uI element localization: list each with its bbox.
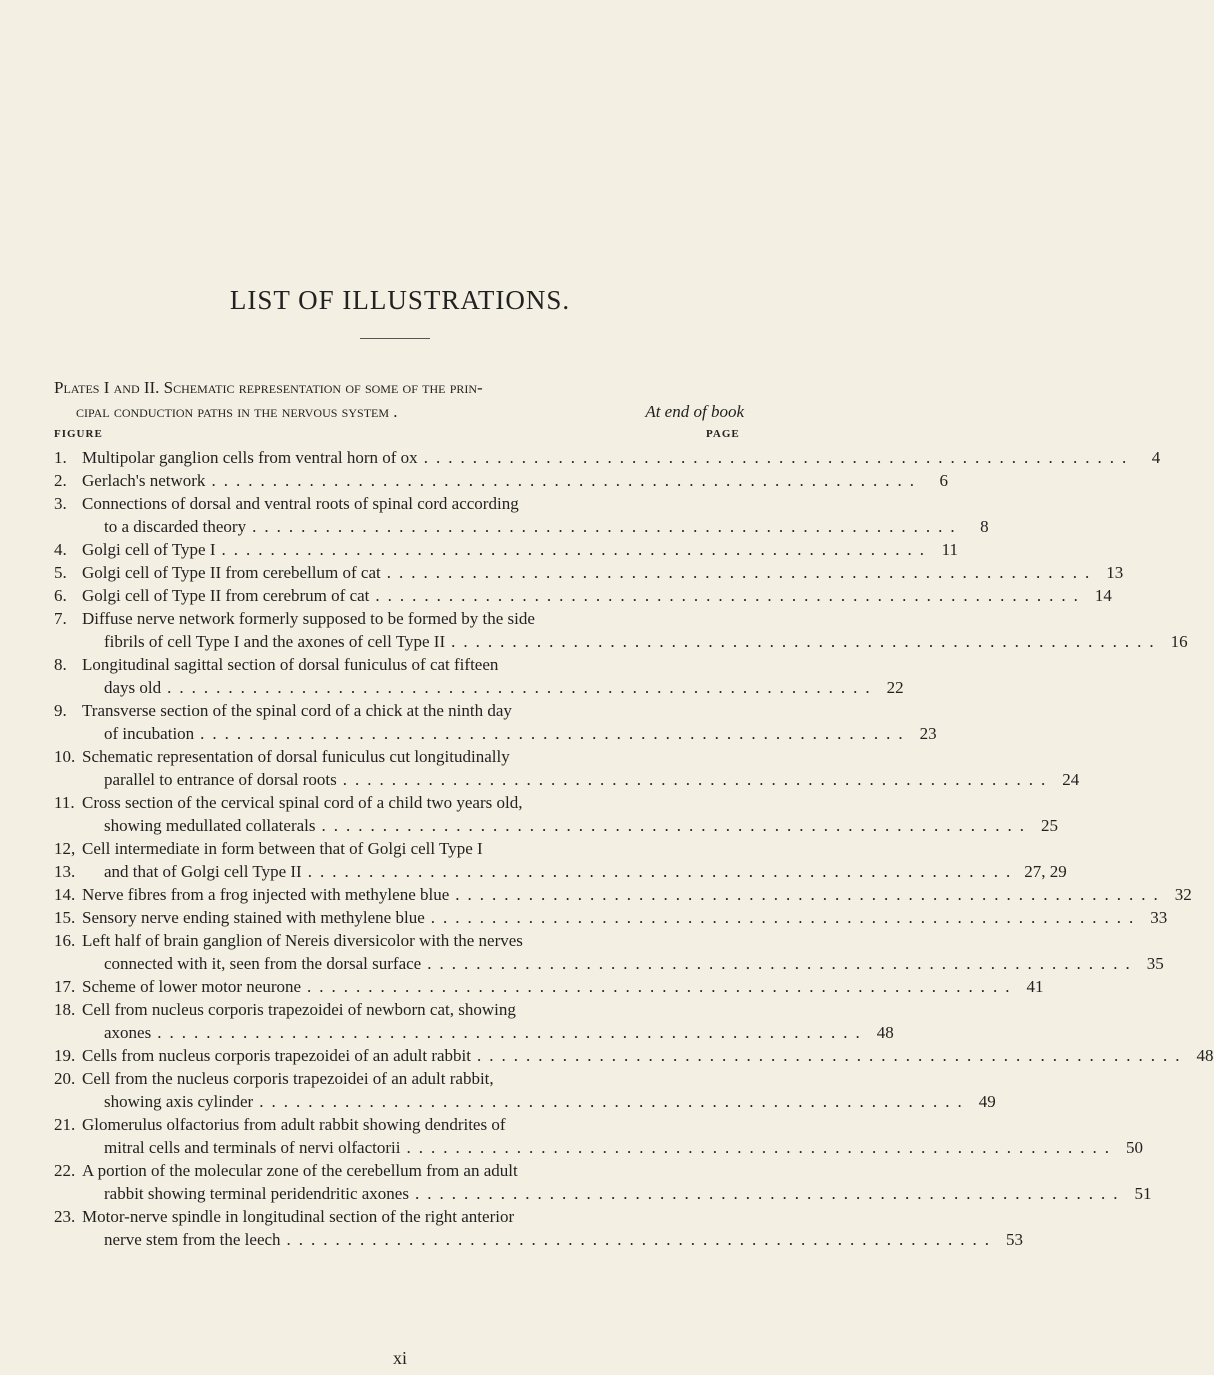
leader-dots: .......................................................... [451,632,1162,651]
plates-line-1: Plates I and II. Schematic representation of some of the prin- [54,378,483,397]
page-title: LIST OF ILLUSTRATIONS. [229,285,571,315]
leader-dots: .......................................................... [423,448,1135,467]
caption-line: Gerlach's network [82,471,206,490]
page-ref: 48 [876,1023,894,1042]
caption-line: Nerve fibres from a frog injected with methylene blue [82,885,450,904]
figure-number: 17. [54,977,76,996]
figure-number: 21. [54,1115,76,1134]
caption-line: Schematic representation of dorsal funiculus cut longitudinally [82,747,510,766]
figure-caption [82,607,1188,653]
list-item [54,1159,1152,1205]
page-ref: 16 [1170,632,1188,651]
page-ref: 33 [1150,908,1168,927]
list-item [54,492,989,538]
caption-line: parallel to entrance of dorsal roots [104,770,337,789]
list-item [54,998,894,1044]
leader-dots: .......................................................... [414,1184,1126,1203]
list-item [54,883,1192,906]
figure-caption [82,745,1079,791]
caption-line: Cell from the nucleus corporis trapezoidei of an adult rabbit, [82,1069,494,1088]
caption-line: Cross section of the cervical spinal cord of a child two years old, [82,793,523,812]
figure-number: 23. [54,1207,76,1226]
figure-caption [82,929,1164,975]
leader-dots: .......................................................... [455,885,1166,904]
list-item [54,1205,1024,1251]
list-item [54,1044,1214,1067]
plates-entry [54,376,744,424]
list-item [54,1113,1143,1159]
leader-dots: .......................................................... [430,908,1142,927]
list-item [54,538,959,561]
caption-line: Sensory nerve ending stained with methylene blue [82,908,425,927]
list-item [54,469,948,492]
page-ref: 14 [1094,586,1112,605]
list-item [54,906,1168,929]
figure-caption [82,538,958,561]
leader-dots: .......................................................... [307,977,1018,996]
caption-line: Longitudinal sagittal section of dorsal funiculus of cat fifteen [82,655,499,674]
caption-line: Left half of brain ganglion of Nereis diversicolor with the nerves [82,931,523,950]
figure-caption [82,492,989,538]
figure-number: 7. [54,609,67,628]
page-ref: 22 [886,678,904,697]
caption-line: mitral cells and terminals of nervi olfactorii [104,1138,401,1157]
list-item [54,1067,996,1113]
caption-line: nerve stem from the leech [104,1230,281,1249]
plates-line-2 [54,400,744,424]
page-ref: 13 [1106,563,1124,582]
figure-number: 18. [54,1000,76,1019]
page-ref: 6 [939,471,948,490]
list-item [54,653,904,699]
page-column-header: PAGE [706,428,740,440]
list-item [54,837,1067,883]
figure-number: 5. [54,563,67,582]
page-number: xi [392,1348,407,1368]
page-ref: 50 [1125,1138,1143,1157]
leader-dots: .......................................................... [321,816,1032,835]
list-item [54,929,1164,975]
list-item [54,975,1044,998]
caption-line: and that of Golgi cell Type II [104,862,302,881]
caption-line: Diffuse nerve network formerly supposed to be formed by the side [82,609,535,628]
caption-line: Golgi cell of Type II from cerebrum of cat [82,586,370,605]
figure-number: 19. [54,1046,76,1065]
figure-caption [82,699,937,745]
list-item [54,791,1058,837]
figure-caption [82,1067,996,1113]
list-item [54,745,1080,791]
leader-dots: .......................................................... [211,471,922,490]
figure-caption [82,446,1160,469]
figure-number: 20. [54,1069,76,1088]
caption-line: of incubation [104,724,195,743]
leader-dots: .......................................................... [286,1230,998,1249]
caption-line: Multipolar ganglion cells from ventral horn of ox [82,448,418,467]
leader-dots: .......................................................... [477,1046,1188,1065]
figure-caption [82,584,1112,607]
figure-caption [82,1159,1151,1205]
caption-line: Cell from nucleus corporis trapezoidei of newborn cat, showing [82,1000,516,1019]
leader-dots: .......................................................... [200,724,911,743]
figure-caption [82,653,904,699]
page-ref: 25 [1041,816,1058,835]
caption-line: connected with it, seen from the dorsal surface [104,954,422,973]
list-item [54,699,937,745]
leader-dots: .......................................................... [406,1138,1117,1157]
leader-dots: .......................................................... [167,678,878,697]
caption-line: Scheme of lower motor neurone [82,977,302,996]
caption-line: showing axis cylinder [104,1092,254,1111]
illustrations-list [54,446,1214,1251]
leader-dots: .......................................................... [221,540,933,559]
caption-line: fibrils of cell Type I and the axones of cell Type II [104,632,446,651]
figure-number: 15. [54,908,76,927]
page-ref: 23 [919,724,937,743]
leader-dots: .......................................................... [386,563,1098,582]
figure-number: 6. [54,586,67,605]
leader-dots: .......................................................... [252,517,963,536]
list-item [54,584,1112,607]
figure-number: 9. [54,701,67,720]
list-item [54,561,1124,584]
figure-number: 11. [54,793,75,812]
list-item [54,607,1188,653]
caption-line: Glomerulus olfactorius from adult rabbit showing dendrites of [82,1115,506,1134]
figure-number: 1. [54,448,67,467]
plates-line-2-text: cipal conduction paths in the nervous system . [76,402,398,421]
figure-number: 10. [54,747,76,766]
figure-column-header: FIGURE [54,428,103,440]
caption-line: days old [104,678,162,697]
page-ref: 35 [1146,954,1164,973]
page-ref: 11 [941,540,959,559]
caption-line: A portion of the molecular zone of the cerebellum from an adult [82,1161,518,1180]
figure-number: 16. [54,931,76,950]
caption-line: Cell intermediate in form between that of Golgi cell Type I [82,839,483,858]
figure-caption [82,837,1067,883]
figure-number: 3. [54,494,67,513]
caption-line: showing medullated collaterals [104,816,316,835]
figure-number: 12, 13. [54,839,76,881]
figure-caption [82,469,948,492]
figure-caption [82,1205,1023,1251]
page-ref: 8 [980,517,989,536]
leader-dots: .......................................................... [259,1092,970,1111]
caption-line: axones [104,1023,152,1042]
page-ref: 49 [978,1092,996,1111]
plates-location: At end of book [645,402,744,421]
leader-dots: .......................................................... [427,954,1138,973]
leader-dots: .......................................................... [375,586,1086,605]
caption-line: to a discarded theory [104,517,247,536]
list-item [54,446,1161,469]
caption-line: Golgi cell of Type II from cerebellum of cat [82,563,381,582]
caption-line: Motor-nerve spindle in longitudinal section of the right anterior [82,1207,515,1226]
figure-caption [82,975,1044,998]
figure-caption [82,906,1167,929]
figure-number: 2. [54,471,67,490]
page-ref: 41 [1026,977,1044,996]
caption-line: rabbit showing terminal peridendritic axones [104,1184,409,1203]
figure-number: 8. [54,655,67,674]
figure-caption [82,791,1058,837]
page-ref: 27, 29 [1024,862,1067,881]
page-ref: 4 [1151,448,1161,467]
leader-dots: .......................................................... [157,1023,868,1042]
page-ref: 53 [1006,1230,1024,1249]
figure-number: 14. [54,885,76,904]
caption-line: Connections of dorsal and ventral roots of spinal cord according [82,494,519,513]
figure-number: 4. [54,540,67,559]
caption-line: Transverse section of the spinal cord of a chick at the ninth day [82,701,512,720]
leader-dots: .......................................................... [307,862,1019,881]
figure-caption [82,998,894,1044]
figure-caption [82,1113,1143,1159]
page-ref: 24 [1062,770,1080,789]
figure-caption [82,1044,1214,1067]
caption-line: Golgi cell of Type I [82,540,216,559]
leader-dots: .......................................................... [342,770,1054,789]
figure-caption [82,883,1192,906]
caption-line: Cells from nucleus corporis trapezoidei of an adult rabbit [82,1046,471,1065]
page-ref: 48 [1196,1046,1214,1065]
title-divider [360,338,430,339]
figure-caption [82,561,1123,584]
page-ref: 51 [1134,1184,1152,1203]
figure-number: 22. [54,1161,76,1180]
page-ref: 32 [1174,885,1192,904]
